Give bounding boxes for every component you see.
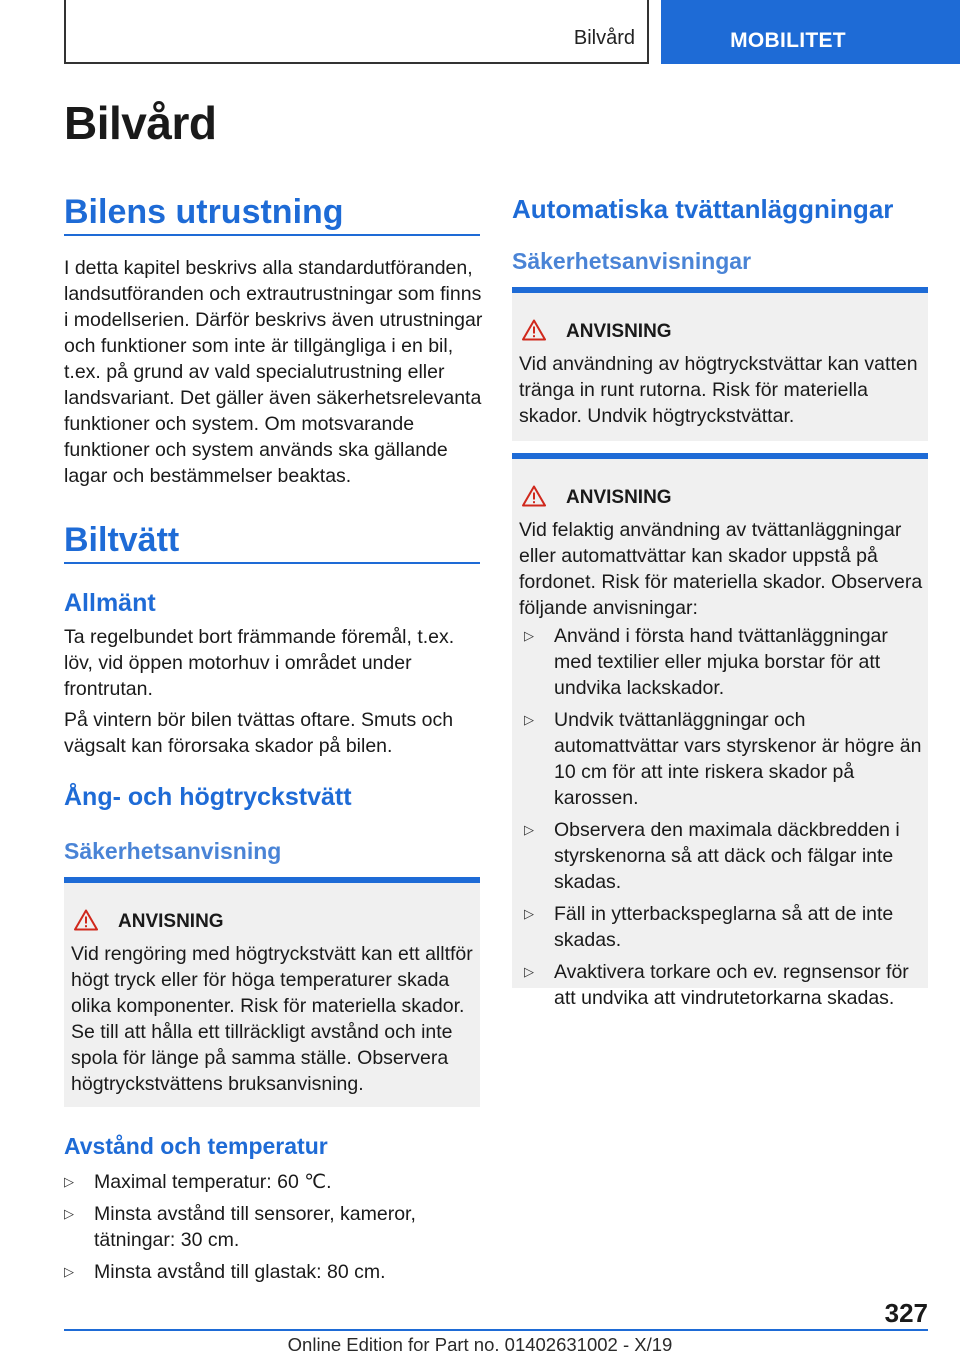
warning-icon (522, 319, 546, 341)
list-warning-2 (512, 623, 922, 1011)
list-item: ▷ Observera den maximala däckbredden i styrskenorna så att däck och fälgar inte skadas. (524, 819, 900, 893)
warning-title: ANVISNING (118, 911, 224, 932)
warning-box-2 (512, 453, 928, 1009)
list-item: ▷ Minsta avstånd till glastak: 80 cm. (64, 1261, 386, 1283)
page-number: 327 (884, 1298, 928, 1328)
warning-box-ang (64, 877, 480, 1107)
heading-automatiska-tvattanlaggningar: Automatiska tvättanläggningar (512, 194, 894, 224)
list-item: ▷ Minsta avstånd till sensorer, kameror, tätningar: 30 cm. (64, 1203, 416, 1251)
bullet-icon: ▷ (524, 906, 534, 921)
header-chapter-label: MOBILITET (730, 29, 846, 52)
warning-title: ANVISNING (566, 321, 672, 342)
heading-avstand-temperatur: Avstånd och temperatur (64, 1133, 328, 1159)
list-item: ▷ Avaktivera torkare och ev. regnsensor för att undvika att vindrutetorkarna skadas. (524, 961, 909, 1009)
heading-bilens-utrustning: Bilens utrustning (64, 193, 344, 231)
heading-sakerhetsanvisningar: Säkerhetsanvisningar (512, 248, 752, 274)
heading-ang-hogtryckstvatt: Ång- och högtryckstvätt (64, 783, 352, 811)
warning-text: Vid rengöring med högtryckstvätt kan ett alltför högt tryck eller för höga temperaturer skada olika komponenter. Risk för materiella skador. Se till att hålla ett tillräckligt avstånd och inte spola för länge på samma ställe. Observera högtryckstvättens bruksanvisning. (71, 943, 473, 1095)
warning-text: Vid användning av högtryckstvättar kan vatten tränga in runt rutorna. Risk för materiella skador. Undvik högtryckstvättar. (519, 353, 918, 427)
warning-icon (522, 485, 546, 507)
warning-icon (74, 909, 98, 931)
bullet-icon: ▷ (64, 1264, 74, 1279)
bullet-icon: ▷ (64, 1174, 74, 1189)
heading-rule (64, 234, 480, 236)
list-item: ▷ Maximal temperatur: 60 ℃. (64, 1171, 332, 1193)
heading-rule (64, 562, 480, 564)
heading-biltvatt: Biltvätt (64, 521, 180, 559)
footer-rule (64, 1329, 928, 1331)
bullet-icon: ▷ (524, 822, 534, 837)
list-item: ▷ Använd i första hand tvättanläggningar med textilier eller mjuka borstar för att undvika lackskador. (524, 625, 888, 699)
heading-allmant: Allmänt (64, 589, 156, 617)
header-chapter-tab (661, 0, 960, 64)
heading-sakerhetsanvisning: Säkerhetsanvisning (64, 838, 282, 864)
list-item: ▷ Undvik tvättanläggningar och automattvättar vars styrskenor är högre än 10 cm för att inte riskera skador på karossen. (524, 709, 922, 809)
paragraph-allmant-1: Ta regelbundet bort främmande föremål, t.ex. löv, vid öppen motorhuv i området under frontrutan. (64, 626, 455, 700)
paragraph-allmant-2: På vintern bör bilen tvättas oftare. Smuts och vägsalt kan förorsaka skador på bilen. (64, 709, 454, 757)
bullet-icon: ▷ (64, 1206, 74, 1221)
bullet-icon: ▷ (524, 964, 534, 979)
paragraph-bilens-utrustning: I detta kapitel beskrivs alla standardutföranden, landsutföranden och extrautrustningar som finns i modellserien. Därför beskrivs även utrustningar och funktioner som inte är tillgängliga i en bil, t.ex. på grund av vald specialutrustning eller landsvariant. Det gäller även säkerhetsrelevanta funktioner och system. Om motsvarande funktioner och system används ska gällande lagar och bestämmelser beaktas. (64, 257, 483, 487)
warning-text: Vid felaktig användning av tvättanläggningar eller automattvättar kan skador uppstå på fordonet. Risk för materiella skador. Observera följande anvisningar: (519, 519, 923, 619)
list-avstand (52, 1169, 472, 1285)
bullet-icon: ▷ (524, 628, 534, 643)
list-item: ▷ Fäll in ytterbackspeglarna så att de inte skadas. (524, 903, 894, 951)
header-section-label: Bilvård (573, 27, 635, 49)
header-section-box (64, 0, 649, 64)
warning-box-1 (512, 287, 928, 441)
bullet-icon: ▷ (524, 712, 534, 727)
footer-edition-text: Online Edition for Part no. 01402631002 - X/19 (287, 1334, 673, 1355)
page-title: Bilvård (64, 97, 217, 149)
warning-title: ANVISNING (566, 487, 672, 508)
